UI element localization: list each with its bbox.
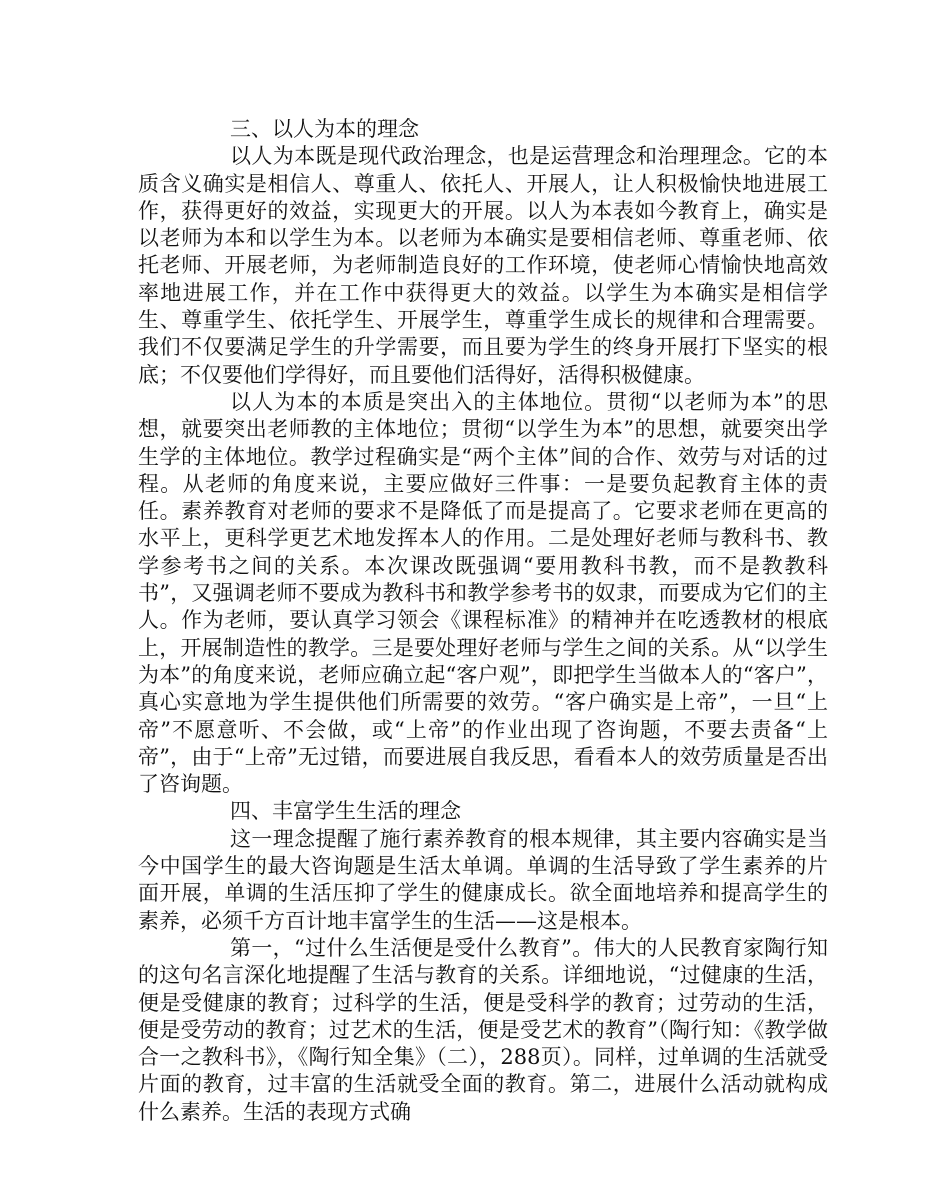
- document-body: [138, 116, 828, 1126]
- paragraph: 以人为本既是现代政治理念，也是运营理念和治理理念。它的本质含义确实是相信人、尊重人、依托人、开展人，让人积极愉快地进展工作，获得更好的效益，实现更大的开展。以人为本表如今教育上，确实是以老师为本和以学生为本。以老师为本确实是要相信老师、尊重老师、依托老师、开展老师，为老师制造良好的工作环境，使老师心情愉快地高效率地进展工作，并在工作中获得更大的效益。以学生为本确实是相信学生、尊重学生、依托学生、开展学生，尊重学生成长的规律和合理需要。我们不仅要满足学生的升学需要，而且要为学生的终身开展打下坚实的根底；不仅要他们学得好，而且要他们活得好，活得积极健康。: [138, 144, 828, 387]
- section-heading-3: 三、以人为本的理念: [230, 117, 419, 141]
- paragraph: 第一，“过什么生活便是受什么教育”。伟大的人民教育家陶行知的这句名言深化地提醒了生活与教育的关系。详细地说，“过健康的生活，便是受健康的教育；过科学的生活，便是受科学的教育；过劳动的生活，便是受劳动的教育；过艺术的生活，便是受艺术的教育”（陶行知：《教学做合一之教科书》，《陶行知全集》（二），288页）。同样，过单调的生活就受片面的教育，过丰富的生活就受全面的教育。第二，进展什么活动就构成什么素养。生活的表现方式确: [138, 935, 828, 1124]
- paragraph: 以人为本的本质是突出入的主体地位。贯彻“以老师为本”的思想，就要突出老师教的主体地位；贯彻“以学生为本”的思想，就要突出学生学的主体地位。教学过程确实是“两个主体”间的合作、效劳与对话的过程。从老师的角度来说，主要应做好三件事：一是要负起教育主体的责任。素养教育对老师的要求不是降低了而是提高了。它要求老师在更高的水平上，更科学更艺术地发挥本人的作用。二是处理好老师与教科书、教学参考书之间的关系。本次课改既强调“要用教科书教，而不是教教科书”，又强调老师不要成为教科书和教学参考书的奴隶，而要成为它们的主人。作为老师，要认真学习领会《课程标准》的精神并在吃透教材的根底上，开展制造性的教学。三是要处理好老师与学生之间的关系。从“以学生为本”的角度来说，老师应确立起“客户观”，即把学生当做本人的“客户”，真心实意地为学生提供他们所需要的效劳。“客户确实是上帝”，一旦“上帝”不愿意听、不会做，或“上帝”的作业出现了咨询题，不要去责备“上帝”，由于“上帝”无过错，而要进展自我反思，看看本人的效劳质量是否出了咨询题。: [138, 389, 828, 797]
- paragraph: 这一理念提醒了施行素养教育的根本规律，其主要内容确实是当今中国学生的最大咨询题是生活太单调。单调的生活导致了学生素养的片面开展，单调的生活压抑了学生的健康成长。欲全面地培养和提高学生的素养，必须千方百计地丰富学生的生活——这是根本。: [138, 826, 828, 933]
- section-heading-4: 四、丰富学生生活的理念: [230, 799, 461, 824]
